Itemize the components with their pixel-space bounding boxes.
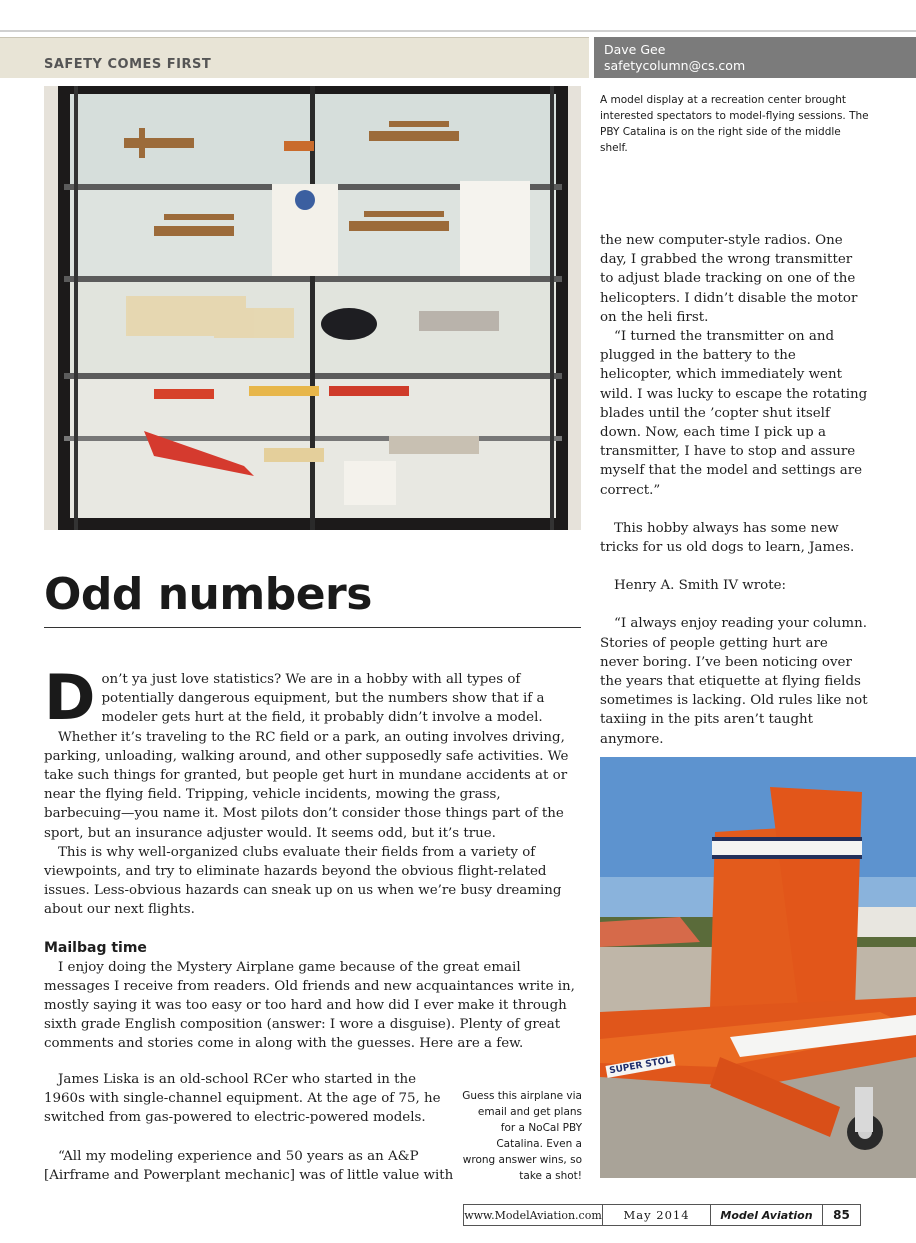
top-rule — [0, 30, 916, 32]
super-stol-decal: SUPER STOL — [605, 1054, 675, 1078]
body-paragraph: James Liska is an old-school RCer who started in the 1960s with single-channel equipment. At the age of 75, he switched from gas-powered to electric-powered models. — [44, 1072, 441, 1126]
author-name: Dave Gee — [604, 42, 666, 57]
body-paragraph: I enjoy doing the Mystery Airplane game because of the great email messages I receive from readers. Old friends and new acquaintances write in, mostly saying it was too easy or too hard and how did I ever make it through sixth grade English composition (answer: I wore a disguise). Plenty of great comments and stories come in along with the guesses. Here are a few. — [44, 959, 575, 1052]
author-box — [594, 37, 916, 78]
right-paragraph: “I turned the transmitter on and plugged in the battery to the helicopter, which immediately went wild. I was lucky to escape the rotating blades until the ’copter shut itself down. Now, each time I pick up a transmitter, I have to stop and assure myself that the model and settings are correct.” — [600, 329, 868, 498]
footer-url[interactable]: www.ModelAviation.com — [463, 1204, 603, 1226]
right-column — [600, 231, 868, 768]
body-paragraph: “All my modeling experience and 50 years as an A&P [Airframe and Powerplant mechanic] was of little value with — [44, 1148, 454, 1183]
top-photo-caption: A model display at a recreation center brought interested spectators to model-flying sessions. The PBY Catalina is on the right side of the middle shelf. — [600, 94, 869, 154]
display-cabinet-photo — [44, 86, 581, 530]
lead-paragraph — [44, 661, 580, 734]
subheading: Mailbag time — [44, 939, 147, 956]
footer-date: May 2014 — [603, 1204, 711, 1226]
article-headline: Odd numbers — [44, 569, 372, 620]
right-paragraph: This hobby always has some new tricks for us old dogs to learn, James. — [600, 520, 855, 556]
mystery-airplane-photo — [600, 757, 916, 1178]
headline-rule — [44, 627, 581, 628]
right-paragraph: Henry A. Smith IV wrote: — [614, 578, 787, 594]
author-email[interactable]: safetycolumn@cs.com — [604, 58, 746, 73]
right-paragraph: the new computer-style radios. One day, I grabbed the wrong transmitter to adjust blade tracking on one of the helicopters. I didn’t disable the motor on the heli first. — [600, 233, 858, 325]
page-number: 85 — [823, 1204, 861, 1226]
footer-magazine: Model Aviation — [711, 1204, 823, 1226]
narrow-column — [44, 1070, 454, 1204]
right-paragraph: “I always enjoy reading your column. Stories of people getting hurt are never boring. I’ve been noticing over the years that etiquette at flying fields sometimes is lacking. Old rules like not taxiing in the pits aren’t taught anymore. — [600, 616, 868, 747]
section-title: SAFETY COMES FIRST — [44, 57, 212, 72]
lead-text: on’t ya just love statistics? We are in a hobby with all types of potentially dangerous equipment, but the numbers show that if a modeler gets hurt at the field, it probably didn’t involve a model. — [101, 672, 545, 726]
main-column — [44, 661, 580, 1054]
body-paragraph: This is why well-organized clubs evaluate their fields from a variety of viewpoints, and try to eliminate hazards beyond the obvious flight-related issues. Less-obvious hazards can sneak up on us when we’re busy dreaming about our next flights. — [44, 844, 562, 918]
drop-cap: D — [44, 661, 96, 734]
mystery-airplane-caption: Guess this airplane via email and get plans for a NoCal PBY Catalina. Even a wrong answer wins, so take a shot! — [462, 1090, 582, 1182]
section-header — [0, 37, 589, 78]
body-paragraph: Whether it’s traveling to the RC field or a park, an outing involves driving, parking, unloading, walking around, and other supposedly safe activities. We take such things for granted, but people get hurt in mundane accidents at or near the flying field. Tripping, vehicle incidents, mowing the grass, barbecuing—you name it. Most pilots don’t consider those things part of the sport, but an insurance adjuster would. It seems odd, but it’s true. — [44, 729, 569, 841]
